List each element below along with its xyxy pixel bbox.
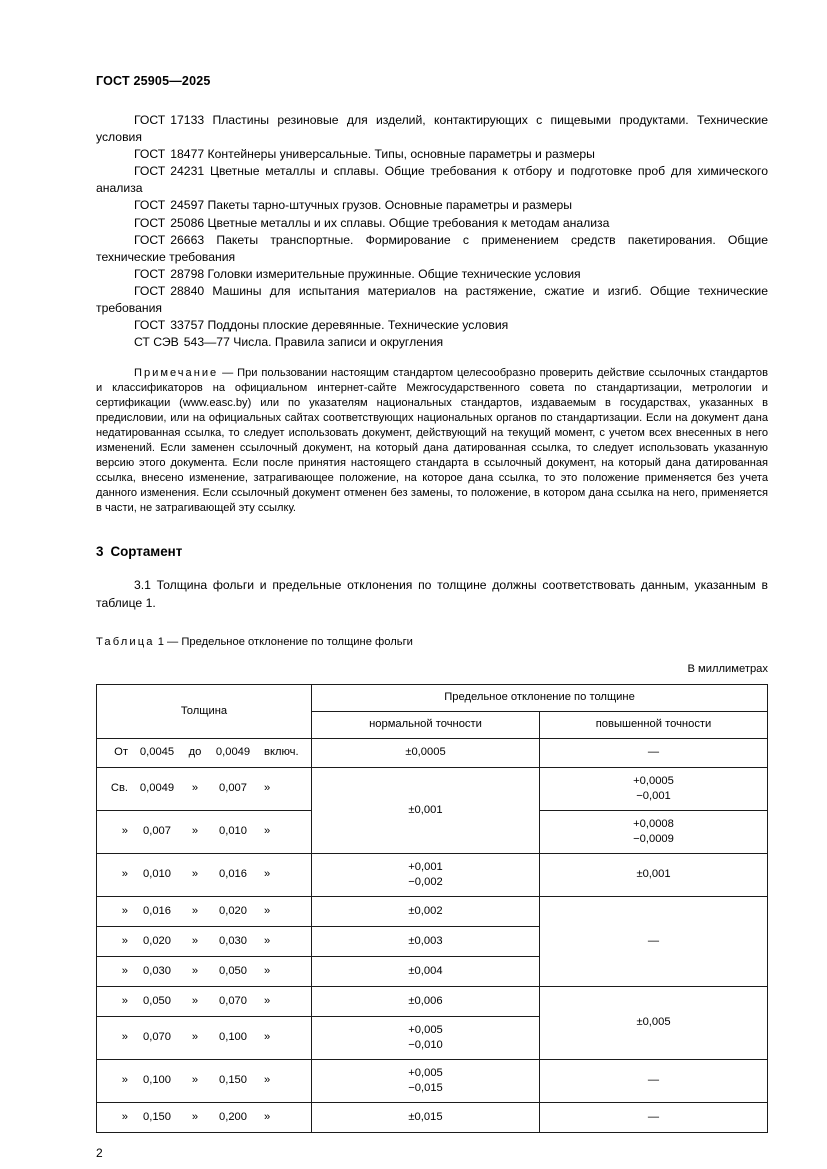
range-prefix: » (121, 1031, 128, 1044)
reference-title: Пакеты транспортные. Формирование с применением средств пакетирования. Общие технические требования (96, 232, 769, 264)
reference-number: 24231 (170, 164, 205, 179)
range-from: 0,150 (143, 1110, 171, 1123)
range-from: 0,020 (143, 934, 171, 947)
range-suffix: » (264, 904, 271, 917)
normal-tolerance-cell: ±0,015 (312, 1102, 540, 1132)
reference-item (96, 317, 768, 334)
high-tolerance-cell: — (540, 1102, 768, 1132)
reference-item (96, 215, 768, 232)
normal-tolerance-cell (312, 1059, 540, 1102)
reference-number: 28798 (170, 266, 205, 281)
reference-title: Пластины резиновые для изделий, контактирующих с пищевыми продуктами. Технические условия (96, 113, 768, 145)
high-tolerance-cell (540, 810, 768, 853)
reference-item (96, 163, 768, 197)
range-to: 0,200 (219, 1110, 247, 1123)
range-prefix: » (121, 904, 128, 917)
high-tolerance-cell: — (540, 1059, 768, 1102)
range-to: 0,007 (219, 782, 247, 795)
reference-number: 25086 (170, 215, 205, 230)
reference-code: ГОСТ (134, 266, 166, 281)
note-paragraph (96, 366, 768, 516)
range-to: 0,030 (219, 934, 247, 947)
tolerance-upper: +0,0008 (633, 818, 674, 831)
range-from: 0,030 (143, 964, 171, 977)
high-tolerance-cell: ±0,001 (540, 853, 768, 896)
reference-item (96, 232, 768, 266)
table-caption-title: Предельное отклонение по толщине фольги (181, 635, 413, 648)
reference-title: Поддоны плоские деревянные. Технические условия (207, 318, 509, 333)
table-row (97, 986, 768, 1016)
range-mid: » (191, 934, 199, 947)
range-to: 0,150 (219, 1074, 247, 1087)
range-mid: » (191, 904, 199, 917)
range-prefix: » (121, 1074, 128, 1087)
range-cell (97, 738, 312, 767)
reference-code: ГОСТ (134, 318, 166, 333)
normal-tolerance-cell (312, 1016, 540, 1059)
range-suffix: » (264, 782, 271, 795)
table-row (97, 853, 768, 896)
range-suffix: » (264, 994, 271, 1007)
reference-item (96, 146, 768, 163)
reference-title: Головки измерительные пружинные. Общие технические условия (207, 266, 581, 281)
table-row (97, 738, 768, 767)
tolerance-lower: −0,010 (408, 1038, 443, 1051)
range-to: 0,050 (219, 964, 247, 977)
table-body (97, 738, 768, 1132)
tolerance-upper: +0,001 (408, 861, 443, 874)
normal-tolerance-cell: ±0,003 (312, 926, 540, 956)
range-from: 0,050 (143, 994, 171, 1007)
range-from: 0,007 (143, 825, 171, 838)
range-mid: » (191, 964, 199, 977)
table-caption (96, 634, 768, 651)
reference-title: Цветные металлы и их сплавы. Общие требования к методам анализа (207, 215, 610, 230)
reference-number: 26663 (170, 232, 205, 247)
range-suffix: включ. (264, 746, 299, 759)
reference-title: Контейнеры универсальные. Типы, основные параметры и размеры (207, 147, 595, 162)
range-to: 0,010 (219, 825, 247, 838)
header-tolerance-group: Предельное отклонение по толщине (312, 684, 768, 711)
range-prefix: » (121, 934, 128, 947)
note-text: При пользовании настоящим стандартом целесообразно проверить действие ссылочных стандартов и классификаторов на официальном интернет-сайте Межгосударственного совета по стандартизации, метрологии и сертификации (www.easc.by) или по указателям национальных стандартов, издаваемым в государствах, указанных в предисловии, или на официальных сайтах соответствующих национальных органов по стандартизации. Если на документ дана недатированная ссылка, то следует использовать документ, действующий на текущий момент, с учетом всех внесенных в него изменений. Если заменен ссылочный документ, на который дана датированная ссылка, то следует использовать указанную версию этого документа. Если после принятия настоящего стандарта в ссылочный документ, на который дана датированная ссылка, внесено изменение, затрагивающее положение, на которое дана ссылка, то это положение применяется без учета данного изменения. Если ссылочный документ отменен без замены, то положение, в котором дана ссылка на него, применяется в части, не затрагивающей эту ссылку. (96, 367, 768, 515)
range-cell (97, 810, 312, 853)
reference-number: 18477 (170, 147, 205, 162)
header-high-accuracy: повышенной точности (540, 711, 768, 738)
tolerance-upper: +0,005 (408, 1067, 443, 1080)
table-row (97, 1102, 768, 1132)
range-suffix: » (264, 1110, 271, 1123)
normal-tolerance-cell: ±0,001 (312, 767, 540, 853)
range-cell (97, 1016, 312, 1059)
table-row (97, 896, 768, 926)
range-prefix: » (121, 964, 128, 977)
range-from: 0,016 (143, 904, 171, 917)
reference-number: 543—77 (183, 335, 230, 350)
range-prefix: » (121, 868, 128, 881)
range-prefix: » (121, 994, 128, 1007)
range-to: 0,070 (219, 994, 247, 1007)
reference-code: ГОСТ (134, 215, 166, 230)
range-prefix: » (121, 1110, 128, 1123)
reference-item (96, 283, 768, 317)
range-mid: » (191, 782, 199, 795)
range-prefix: » (121, 825, 128, 838)
high-tolerance-cell (540, 767, 768, 810)
reference-item (96, 197, 768, 214)
range-mid: до (188, 746, 202, 759)
page-number: 2 (96, 1145, 103, 1160)
range-cell (97, 956, 312, 986)
range-mid: » (191, 994, 199, 1007)
clause-paragraph (96, 577, 768, 611)
normal-tolerance-cell: ±0,004 (312, 956, 540, 986)
tolerance-upper: +0,0005 (633, 775, 674, 788)
reference-code: СТ СЭВ (134, 335, 179, 350)
reference-item (96, 334, 768, 351)
page-content (96, 112, 768, 1162)
reference-code: ГОСТ (134, 283, 166, 298)
table-units-note: В миллиметрах (687, 662, 768, 675)
range-suffix: » (264, 964, 271, 977)
reference-code: ГОСТ (134, 164, 166, 179)
range-from: 0,0045 (139, 746, 175, 759)
referenced-standards-list (96, 112, 768, 351)
table-caption-number: 1 (157, 635, 164, 648)
table-row (97, 767, 768, 810)
table-caption-label: Таблица (96, 635, 155, 648)
section-number: 3 (96, 544, 104, 560)
range-from: 0,010 (143, 868, 171, 881)
reference-title: Пакеты тарно-штучных грузов. Основные параметры и размеры (207, 198, 573, 213)
range-to: 0,016 (219, 868, 247, 881)
clause-text: Толщина фольги и предельные отклонения по толщине должны соответствовать данным, указанным в таблице 1. (96, 578, 768, 610)
range-mid: » (191, 1074, 199, 1087)
clause-number: 3.1 (134, 578, 151, 593)
high-tolerance-cell: ±0,005 (540, 986, 768, 1059)
header-thickness: Толщина (97, 684, 312, 738)
range-mid: » (191, 868, 199, 881)
high-tolerance-cell: — (540, 896, 768, 986)
reference-code: ГОСТ (134, 198, 166, 213)
table-head (97, 684, 768, 738)
page-title: ГОСТ 25905—2025 (96, 74, 211, 88)
range-suffix: » (264, 934, 271, 947)
range-prefix: Св. (110, 782, 128, 795)
range-cell (97, 767, 312, 810)
reference-code: ГОСТ (134, 147, 166, 162)
note-label: Примечание (134, 367, 219, 380)
range-mid: » (191, 825, 199, 838)
table-row (97, 1059, 768, 1102)
range-to: 0,100 (219, 1031, 247, 1044)
reference-number: 17133 (170, 113, 205, 127)
reference-number: 24597 (170, 198, 205, 213)
normal-tolerance-cell: ±0,0005 (312, 738, 540, 767)
thickness-tolerance-table (96, 684, 768, 1133)
reference-title: Числа. Правила записи и округления (233, 335, 444, 350)
range-mid: » (191, 1110, 199, 1123)
section-title: Сортамент (110, 544, 183, 560)
range-cell (97, 986, 312, 1016)
range-cell (97, 1102, 312, 1132)
range-from: 0,100 (143, 1074, 171, 1087)
range-cell (97, 896, 312, 926)
reference-code: ГОСТ (134, 113, 166, 127)
range-cell (97, 853, 312, 896)
note-dash: — (222, 367, 234, 380)
table-header-row-group (97, 684, 768, 711)
range-suffix: » (264, 1031, 271, 1044)
reference-code: ГОСТ (134, 232, 166, 247)
range-to: 0,020 (219, 904, 247, 917)
range-suffix: » (264, 1074, 271, 1087)
range-cell (97, 926, 312, 956)
range-prefix: От (114, 746, 128, 759)
tolerance-lower: −0,001 (636, 789, 671, 802)
tolerance-upper: +0,005 (408, 1024, 443, 1037)
reference-number: 28840 (170, 283, 205, 298)
tolerance-lower: −0,015 (408, 1081, 443, 1094)
reference-item (96, 112, 768, 146)
tolerance-lower: −0,002 (408, 875, 443, 888)
normal-tolerance-cell: ±0,002 (312, 896, 540, 926)
range-suffix: » (264, 868, 271, 881)
reference-title: Машины для испытания материалов на растяжение, сжатие и изгиб. Общие технические требования (96, 283, 768, 316)
reference-item (96, 266, 768, 283)
range-suffix: » (264, 825, 271, 838)
range-to: 0,0049 (215, 746, 251, 759)
high-tolerance-cell: — (540, 738, 768, 767)
tolerance-lower: −0,0009 (633, 832, 674, 845)
normal-tolerance-cell: ±0,006 (312, 986, 540, 1016)
range-from: 0,0049 (139, 782, 175, 795)
section-heading (96, 543, 768, 560)
normal-tolerance-cell (312, 853, 540, 896)
header-normal-accuracy: нормальной точности (312, 711, 540, 738)
range-cell (97, 1059, 312, 1102)
range-mid: » (191, 1031, 199, 1044)
table-caption-dash: — (167, 635, 179, 648)
reference-number: 33757 (170, 318, 205, 333)
range-from: 0,070 (143, 1031, 171, 1044)
reference-title: Цветные металлы и сплавы. Общие требования к отбору и подготовке проб для химического анализа (96, 164, 768, 196)
